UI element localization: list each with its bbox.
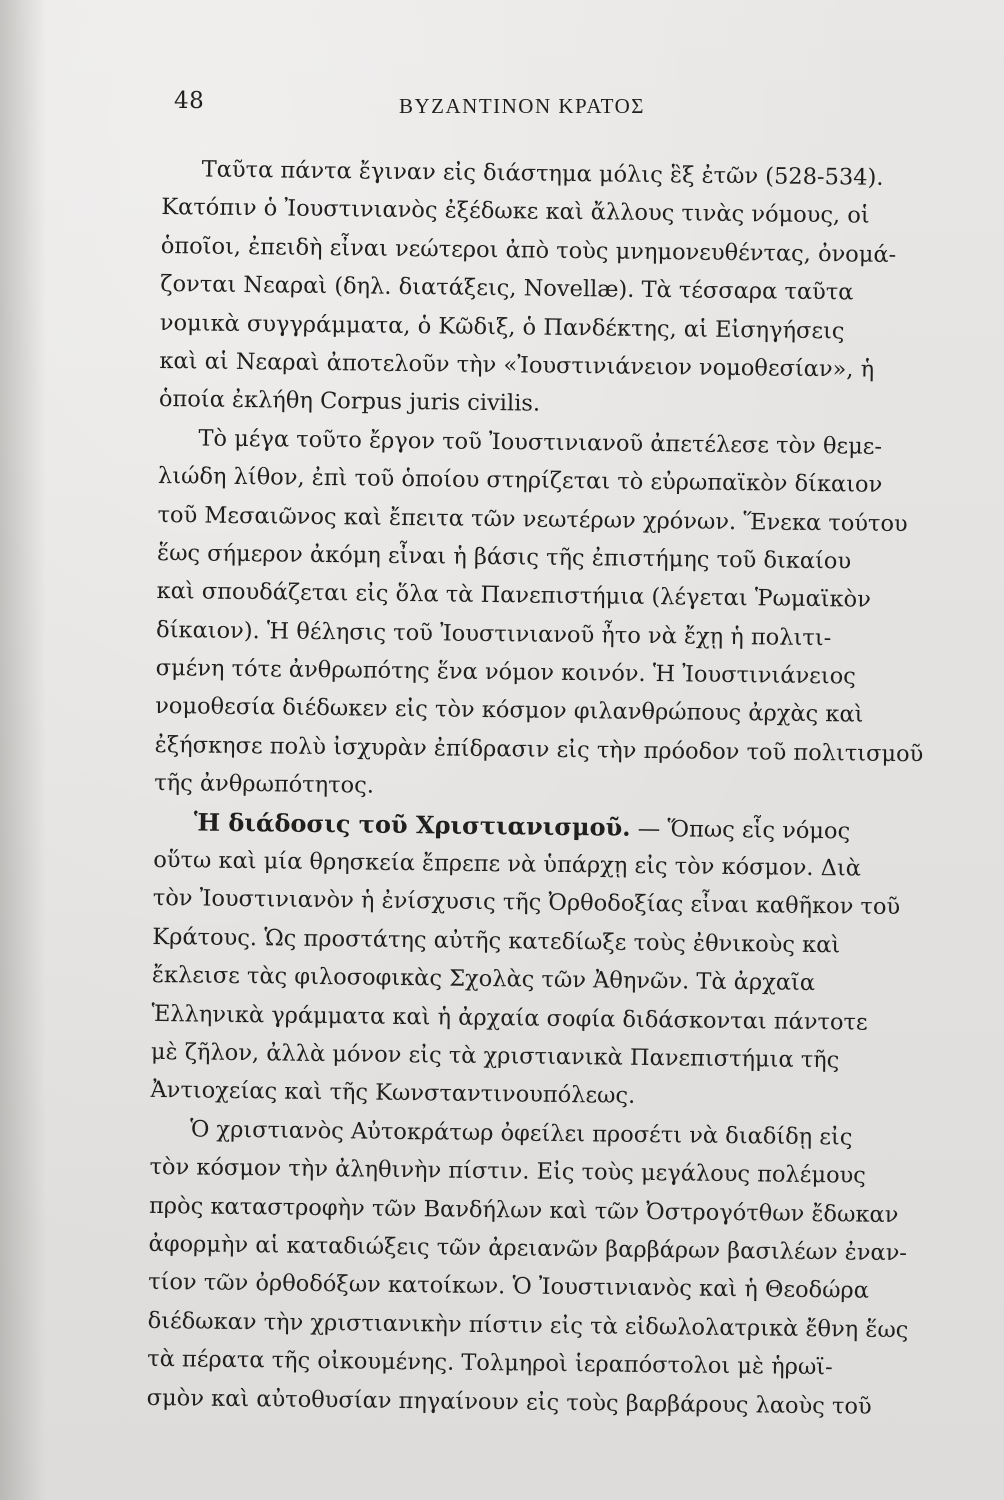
- text-line: ζονται Νεαραὶ (δηλ. διατάξεις, Novellæ). Τὰ τέσσαρα ταῦτα: [160, 271, 854, 306]
- text-line: λιώδη λίθον, ἐπὶ τοῦ ὁποίου στηρίζεται τὸ εὐρωπαϊκὸν δίκαιον: [157, 463, 883, 498]
- text-line: Ἑλληνικὰ γράμματα καὶ ἡ ἀρχαία σοφία διδάσκονται πάντοτε: [151, 1000, 868, 1036]
- text-line: σμὸν καὶ αὐτοθυσίαν πηγαίνουν εἰς τοὺς βαρβάρους λαοὺς τοῦ: [146, 1384, 872, 1420]
- text-line: ὁποία ἐκλήθη Corpus juris civilis.: [158, 386, 541, 417]
- page-edge-shadow: [0, 0, 46, 1500]
- text-line: Ἀντιοχείας καὶ τῆς Κωνσταντινουπόλεως.: [150, 1077, 636, 1110]
- section-heading: Ἡ διάδοσις τοῦ Χριστιανισμοῦ.: [193, 807, 631, 842]
- text-line: Κατόπιν ὁ Ἰουστινιανὸς ἐξέδωκε καὶ ἄλλους τινὰς νόμους, οἱ: [161, 194, 870, 230]
- text-line: ὁποῖοι, ἐπειδὴ εἶναι νεώτεροι ἀπὸ τοὺς μνημονευθέντας, ὀνομά-: [160, 232, 897, 268]
- text-line: Ὁ χριστιανὸς Αὐτοκράτωρ ὀφείλει προσέτι νὰ διαδίδῃ εἰς: [189, 1116, 853, 1151]
- text-line: καὶ αἱ Νεαραὶ ἀποτελοῦν τὴν «Ἰουστινιάνειον νομοθεσίαν», ἡ: [159, 347, 875, 383]
- text-line: οὕτω καὶ μία θρησκεία ἔπρεπε νὰ ὑπάρχῃ εἰς τὸν κόσμον. Διὰ: [153, 846, 862, 882]
- text-line: ἀφορμὴν αἱ καταδιώξεις τῶν ἀρειανῶν βαρβάρων βασιλέων ἐναν-: [148, 1230, 908, 1267]
- text-line: σμένη τότε ἀνθρωπότης ἕνα νόμον κοινόν. Ἡ Ἰουστινιάνειος: [155, 655, 856, 690]
- page-number: 48: [174, 88, 205, 114]
- text-line: — Ὅπως εἷς νόμος: [637, 815, 851, 845]
- text-line: μὲ ζῆλον, ἀλλὰ μόνον εἰς τὰ χριστιανικὰ Πανεπιστήμια τῆς: [150, 1038, 840, 1074]
- text-line: Ταῦτα πάντα ἔγιναν εἰς διάστημα μόλις ἓξ ἐτῶν (528-534).: [201, 156, 884, 191]
- text-line: τοῦ Μεσαιῶνος καὶ ἔπειτα τῶν νεωτέρων χρόνων. Ἕνεκα τούτου: [157, 501, 908, 537]
- body-text: [147, 150, 962, 1427]
- text-line: ἕως σήμερον ἀκόμη εἶναι ἡ βάσις τῆς ἐπιστήμης τοῦ δικαίου: [156, 539, 852, 575]
- text-line: Κράτους. Ὡς προστάτης αὐτῆς κατεδίωξε τοὺς ἐθνικοὺς καὶ: [152, 923, 841, 959]
- text-line: νομικὰ συγγράμματα, ὁ Κῶδιξ, ὁ Πανδέκτης, αἱ Εἰσηγήσεις: [159, 309, 845, 344]
- text-line: τὰ πέρατα τῆς οἰκουμένης. Τολμηροὶ ἱεραπόστολοι μὲ ἡρωϊ-: [147, 1346, 833, 1381]
- text-line: τὸν Ἰουστινιανὸν ἡ ἐνίσχυσις τῆς Ὀρθοδοξίας εἶναι καθῆκον τοῦ: [152, 885, 901, 921]
- text-line: νομοθεσία διέδωκεν εἰς τὸν κόσμον φιλανθρώπους ἀρχὰς καὶ: [155, 693, 864, 729]
- running-title: ΒΥΖΑΝΤΙΝΟΝ ΚΡΑΤΟΣ: [398, 94, 646, 118]
- text-line: τῆς ἀνθρωπότητος.: [154, 770, 375, 799]
- text-line: διέδωκαν τὴν χριστιανικὴν πίστιν εἰς τὰ εἰδωλολατρικὰ ἔθνη ἕως: [147, 1307, 909, 1343]
- text-line: Τὸ μέγα τοῦτο ἔργον τοῦ Ἰουστινιανοῦ ἀπετέλεσε τὸν θεμε-: [198, 425, 883, 460]
- text-line: ἔκλεισε τὰς φιλοσοφικὰς Σχολὰς τῶν Ἀθηνῶν. Τὰ ἀρχαῖα: [151, 962, 816, 997]
- text-line: πρὸς καταστροφὴν τῶν Βανδήλων καὶ τῶν Ὀστρογότθων ἔδωκαν: [148, 1192, 899, 1228]
- text-line: καὶ σπουδάζεται εἰς ὅλα τὰ Πανεπιστήμια (λέγεται Ῥωμαϊκὸν: [156, 578, 872, 613]
- text-line: ἐξήσκησε πολὺ ἰσχυρὰν ἐπίδρασιν εἰς τὴν πρόοδον τοῦ πολιτισμοῦ: [154, 731, 924, 768]
- text-line: δίκαιον). Ἡ θέλησις τοῦ Ἰουστινιανοῦ ἦτο νὰ ἔχῃ ἡ πολιτι-: [155, 616, 832, 651]
- text-line: τὸν κόσμον τὴν ἀληθινὴν πίστιν. Εἰς τοὺς μεγάλους πολέμους: [149, 1154, 867, 1189]
- text-line: τίον τῶν ὀρθοδόξων κατοίκων. Ὁ Ἰουστινιανὸς καὶ ἡ Θεοδώρα: [148, 1269, 870, 1305]
